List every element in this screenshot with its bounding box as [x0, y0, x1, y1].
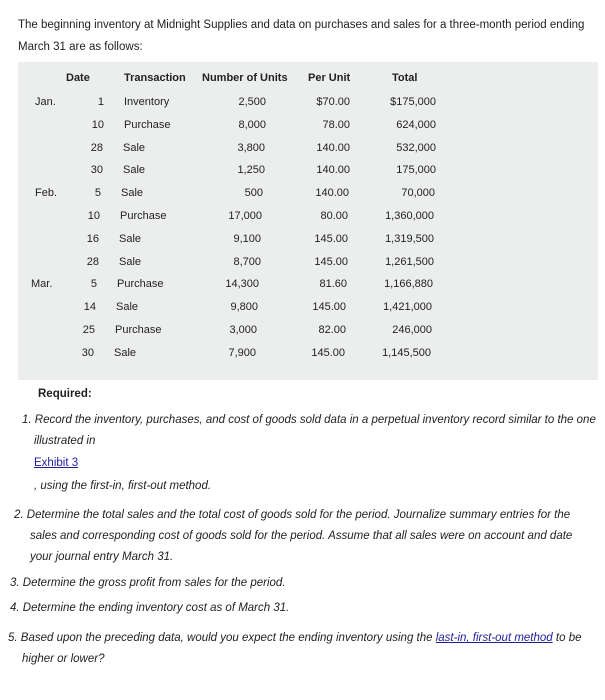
- row-day: 14: [83, 301, 96, 314]
- row-transaction: Sale: [121, 187, 144, 200]
- row-per-unit: 140.00: [315, 187, 349, 200]
- row-transaction: Purchase: [117, 278, 164, 291]
- row-day: 30: [81, 346, 94, 359]
- row-units: 2,500: [238, 96, 266, 108]
- exhibit-3-link[interactable]: Exhibit 3: [34, 457, 79, 469]
- row-total: 246,000: [392, 324, 432, 336]
- row-total: 624,000: [396, 118, 436, 131]
- row-day: 1: [97, 96, 104, 108]
- row-per-unit: 145.00: [311, 346, 345, 359]
- row-transaction: Sale: [116, 301, 139, 314]
- requirement-2-line-1: 2. Determine the total sales and the total cost of goods sold for the period. Journalize summary entries for the: [14, 509, 571, 521]
- row-transaction: Sale: [119, 255, 142, 268]
- row-transaction: Sale: [114, 346, 137, 359]
- intro-paragraph: The beginning inventory at Midnight Supplies and data on purchases and sales for a three-month period ending March 31 are as follows:: [18, 19, 585, 53]
- row-day: 28: [86, 255, 99, 268]
- row-units: 3,800: [237, 141, 265, 154]
- header-transaction: Transaction: [124, 72, 186, 84]
- row-total: 175,000: [396, 164, 436, 177]
- row-total: 1,145,500: [382, 346, 431, 359]
- header-total: Total: [392, 72, 418, 84]
- row-total: 1,319,500: [385, 232, 434, 245]
- requirement-3: 3. Determine the gross profit from sales for the period.: [10, 577, 286, 589]
- row-per-unit: 78.00: [322, 118, 350, 131]
- row-transaction: Sale: [119, 232, 142, 245]
- row-per-unit: 145.00: [314, 232, 348, 245]
- row-day: 28: [90, 141, 103, 154]
- requirement-5-text-b: to be: [555, 632, 582, 644]
- row-day: 30: [90, 164, 103, 177]
- inventory-data-table: [18, 62, 598, 380]
- row-units: 3,000: [229, 324, 257, 336]
- row-total: 1,166,880: [384, 278, 433, 291]
- requirement-5-line-1: [8, 628, 581, 649]
- row-day: 25: [82, 324, 95, 336]
- row-units: 8,700: [233, 255, 261, 268]
- row-per-unit: 81.60: [319, 278, 347, 291]
- row-day: 5: [90, 278, 97, 291]
- row-transaction: Sale: [123, 164, 146, 177]
- header-date: Date: [66, 72, 90, 84]
- requirement-2-line-3: your journal entry March 31.: [30, 551, 174, 563]
- row-transaction: Sale: [123, 141, 146, 154]
- row-units: 8,000: [238, 118, 266, 131]
- required-heading: Required:: [38, 388, 92, 400]
- row-transaction: Purchase: [124, 118, 171, 131]
- row-per-unit: $70.00: [316, 96, 350, 108]
- row-day: 16: [86, 232, 99, 245]
- header-per-unit: Per Unit: [308, 72, 351, 84]
- row-total: 1,421,000: [383, 301, 432, 314]
- row-units: 1,250: [237, 164, 265, 177]
- row-units: 9,800: [230, 301, 258, 314]
- row-units: 14,300: [225, 278, 259, 291]
- row-total: 1,360,000: [385, 210, 434, 222]
- row-per-unit: 82.00: [318, 324, 346, 336]
- requirement-2-line-2: sales and corresponding cost of goods sold for the period. Assume that all sales were on account and date: [30, 530, 573, 542]
- row-units: 9,100: [233, 232, 261, 245]
- requirement-1-line-2: illustrated in: [34, 435, 96, 447]
- row-transaction: Inventory: [124, 96, 170, 108]
- row-total: 70,000: [401, 187, 435, 200]
- requirement-5-line-2: higher or lower?: [22, 653, 105, 665]
- row-day: 10: [87, 210, 100, 222]
- requirement-1-line-3: , using the first-in, first-out method.: [34, 480, 212, 492]
- row-transaction: Purchase: [115, 324, 162, 336]
- header-number-of-units: Number of Units: [202, 72, 288, 84]
- row-per-unit: 140.00: [316, 164, 350, 177]
- requirement-5-text-a: 5. Based upon the preceding data, would you expect the ending inventory using the: [8, 632, 433, 644]
- row-units: 500: [244, 187, 263, 200]
- row-month: Mar.: [31, 278, 53, 291]
- row-per-unit: 140.00: [316, 141, 350, 154]
- lifo-method-link[interactable]: last-in, first-out method: [435, 632, 553, 644]
- requirement-4: 4. Determine the ending inventory cost as of March 31.: [10, 602, 290, 614]
- row-units: 7,900: [228, 346, 256, 359]
- row-per-unit: 145.00: [314, 255, 348, 268]
- row-day: 10: [91, 118, 104, 131]
- row-per-unit: 80.00: [320, 210, 348, 222]
- row-total: 1,261,500: [385, 255, 434, 268]
- row-per-unit: 145.00: [312, 301, 346, 314]
- row-month: Feb.: [35, 187, 58, 200]
- row-month: Jan.: [35, 96, 56, 108]
- row-units: 17,000: [228, 210, 262, 222]
- row-day: 5: [94, 187, 101, 200]
- requirement-1-line-1: 1. Record the inventory, purchases, and cost of goods sold data in a perpetual inventory record similar to the one: [22, 414, 596, 426]
- row-total: $175,000: [390, 96, 436, 108]
- row-total: 532,000: [396, 141, 436, 154]
- row-transaction: Purchase: [120, 210, 167, 222]
